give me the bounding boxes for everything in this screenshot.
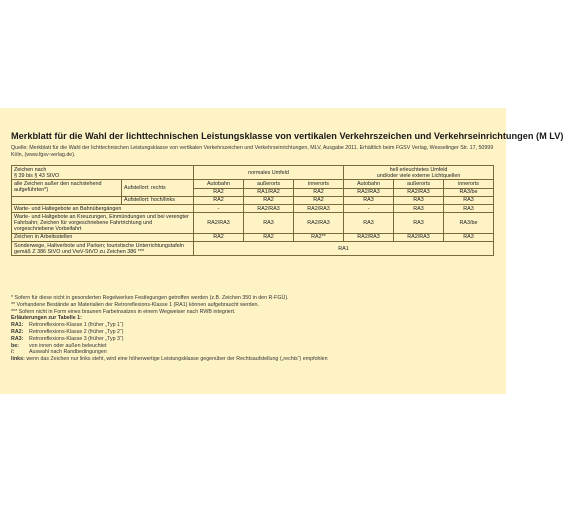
classification-table bbox=[11, 165, 494, 256]
legend-key: links: bbox=[11, 356, 25, 363]
table-cell: RA3 bbox=[344, 196, 394, 204]
column-header: Autobahn bbox=[344, 180, 394, 188]
column-header: innerorts bbox=[444, 180, 494, 188]
header-label: § 39 bis § 43 StVO bbox=[14, 172, 60, 179]
group-header-normal: normales Umfeld bbox=[194, 166, 344, 180]
table-cell: RA2 bbox=[244, 196, 294, 204]
row-sublabel: Aufstellort: rechts bbox=[122, 180, 194, 196]
table-cell: RA2 bbox=[244, 233, 294, 241]
table-row bbox=[12, 233, 494, 241]
row-label: Warte- und Haltegebote an Bahnübergängen bbox=[12, 205, 194, 213]
row-label: Zeichen in Arbeitsstellen bbox=[12, 233, 194, 241]
table-cell: RA2/RA3 bbox=[394, 188, 444, 196]
row-label: alle Zeichen außer den nachstehend aufgeführten*) bbox=[12, 180, 122, 196]
table-cell: RA3 bbox=[394, 196, 444, 204]
legend-key: be: bbox=[11, 342, 19, 349]
footnote: ** Vorhandene Bestände an Materialien der Retroreflexions-Klasse 1 (RA1) können aufgebraucht werden. bbox=[11, 301, 259, 308]
legend-key: RA3: bbox=[11, 335, 24, 342]
table-cell: RA3 bbox=[344, 213, 394, 234]
table-cell: - bbox=[344, 205, 394, 213]
document-title: Merkblatt für die Wahl der lichttechnischen Leistungsklasse von vertikalen Verkehrszeichen und Verkehrseinrichtungen (M LV) bbox=[11, 131, 563, 141]
legend-item bbox=[11, 322, 497, 329]
legend-value: wenn das Zeichen nur links steht, wird eine höherwertige Leistungsklasse gegenüber der Rechtsaufstellung („rechts“) empfohlen bbox=[26, 356, 328, 363]
legend-item bbox=[11, 329, 497, 336]
table-cell: RA2 bbox=[294, 196, 344, 204]
table-cell: RA2 bbox=[194, 188, 244, 196]
legend-title: Erläuterungen zur Tabelle 1: bbox=[11, 315, 82, 322]
table-row bbox=[12, 196, 494, 204]
legend-value: Auswahl nach Randbedingungen bbox=[29, 349, 107, 356]
column-header: außerorts bbox=[394, 180, 444, 188]
column-header: Autobahn bbox=[194, 180, 244, 188]
footnotes bbox=[11, 295, 497, 363]
legend-item bbox=[11, 356, 497, 363]
table-cell: - bbox=[194, 205, 244, 213]
table-cell: RA2 bbox=[194, 233, 244, 241]
legend-value: von innen oder außen beleuchtet bbox=[29, 342, 107, 349]
table-cell: RA3 bbox=[444, 233, 494, 241]
column-header: außerorts bbox=[244, 180, 294, 188]
table-cell: RA2/RA3 bbox=[194, 213, 244, 234]
table-cell: RA3 bbox=[244, 213, 294, 234]
table-header-row bbox=[12, 166, 494, 180]
legend-item bbox=[11, 336, 497, 343]
row-label: Sonderwege, Haltverbote und Parken; touristische Unterrichtungstafeln gemäß Z 386 StVO und VwV-StVO zu Zeichen 386 *** bbox=[12, 242, 194, 256]
row-label: Warte- und Haltgebote an Kreuzungen, Einmündungen und bei verengter Fahrbahn; Zeichen für vorgeschriebene Fahrtrichtung und vorgeschriebene Vorbeifahrt bbox=[12, 213, 194, 234]
legend-key: RA2: bbox=[11, 328, 24, 335]
table-row bbox=[12, 205, 494, 213]
footnote: *** Sofern nicht in Form eines braunen Farbeinsatzes in einem Wegweiser nach RWB integriert. bbox=[11, 308, 236, 315]
table-cell: RA2/RA3 bbox=[294, 213, 344, 234]
table-cell: RA1 bbox=[194, 242, 494, 256]
table-row bbox=[12, 180, 494, 188]
table-cell: RA2/RA3 bbox=[394, 233, 444, 241]
table-cell: RA3/be bbox=[444, 188, 494, 196]
source-note: Quelle: Merkblatt für die Wahl der lichttechnischen Leistungsklasse von vertikalen Verkehrszeichen und Verkehrseinrichtungen, MLV, Ausgabe 2011. Erhältlich beim FGSV Verlag, Wesselinger Str. 17, 50999 Köln, (www.fgsv-verlag.de). bbox=[11, 145, 494, 158]
table-cell: RA2/RA3 bbox=[344, 188, 394, 196]
table-cell: RA2/RA3 bbox=[294, 205, 344, 213]
legend-item bbox=[11, 343, 497, 350]
header-label: Zeichen nach bbox=[14, 166, 47, 173]
legend-value: Retroreflexions-Klasse 3 (früher „Typ 3“) bbox=[29, 335, 124, 342]
legend-value: Retroreflexions-Klasse 2 (früher „Typ 2“) bbox=[29, 328, 124, 335]
group-header-lit: hell erleuchtetes Umfeld bbox=[389, 166, 448, 173]
table-cell: RA2** bbox=[294, 233, 344, 241]
table-row bbox=[12, 242, 494, 256]
table-cell: RA3 bbox=[444, 205, 494, 213]
footnote: * Sofern für diese nicht in gesonderten Regelwerken Festlegungen getroffen werden (z.B. Zeichen 350 in den R-FGÜ). bbox=[11, 295, 289, 301]
row-sublabel: Aufstellort: hoch/links bbox=[122, 196, 194, 204]
group-header-lit: und/oder viele externe Lichtquellen bbox=[376, 172, 461, 179]
legend-key: /: bbox=[11, 349, 15, 356]
table-cell: RA2 bbox=[294, 188, 344, 196]
legend-key: RA1: bbox=[11, 322, 24, 329]
table-cell: RA3 bbox=[444, 196, 494, 204]
column-header: innerorts bbox=[294, 180, 344, 188]
legend-value: Retroreflexions-Klasse 1 (früher „Typ 1“) bbox=[29, 322, 124, 329]
table-cell: RA2 bbox=[194, 196, 244, 204]
table-cell: RA3 bbox=[394, 205, 444, 213]
table-row bbox=[12, 213, 494, 234]
table-cell: RA1/RA2 bbox=[244, 188, 294, 196]
table-cell: RA2/RA3 bbox=[344, 233, 394, 241]
table-cell: RA3/be bbox=[444, 213, 494, 234]
legend-item bbox=[11, 349, 497, 356]
table-cell: RA2/RA3 bbox=[244, 205, 294, 213]
table-cell: RA3 bbox=[394, 213, 444, 234]
